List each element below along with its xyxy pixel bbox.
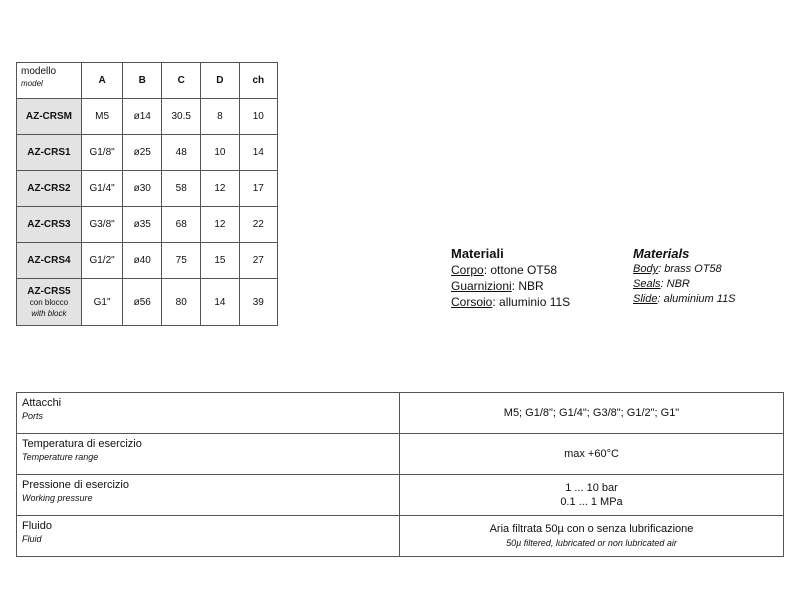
specs-label-en: Ports: [22, 411, 44, 421]
materials-item-label: Corpo: [451, 263, 484, 277]
cell-a: G1/4": [81, 171, 122, 207]
model-sub-label: con blocco: [29, 297, 69, 307]
table-row: [17, 207, 278, 243]
cell-b: ø56: [123, 279, 162, 326]
specs-value-line1: Aria filtrata 50µ con o senza lubrificazione: [489, 523, 694, 535]
specs-label: [17, 434, 400, 475]
materials-en-item: [633, 292, 736, 307]
specs-row-temperature: [17, 434, 784, 475]
materials-item-label: Seals: [633, 278, 661, 290]
cell-b: ø40: [123, 243, 162, 279]
cell-c: 58: [162, 171, 201, 207]
cell-a: G3/8": [81, 207, 122, 243]
header-col-d: D: [201, 63, 239, 99]
specs-row-ports: [17, 393, 784, 434]
table-row: [17, 279, 278, 326]
specs-label-it: Attacchi: [22, 397, 62, 409]
specs-value: [400, 475, 784, 516]
header-col-ch: ch: [239, 63, 277, 99]
materials-it: [451, 245, 570, 310]
cell-a: G1": [81, 279, 122, 326]
dimensions-header-row: [17, 63, 278, 99]
cell-c: 30.5: [162, 99, 201, 135]
materials-item-label: Corsoio: [451, 295, 493, 309]
specs-label-it: Pressione di esercizio: [22, 479, 129, 491]
header-model-label: modello: [21, 66, 57, 77]
specs-label: [17, 475, 400, 516]
materials-item-value: : brass OT58: [658, 263, 722, 275]
table-row: [17, 171, 278, 207]
specs-label-it: Fluido: [22, 520, 52, 532]
materials-item-label: Body: [633, 263, 659, 275]
materials-it-item: [451, 262, 570, 278]
cell-ch: 22: [239, 207, 277, 243]
cell-d: 10: [201, 135, 239, 171]
materials-it-item: [451, 278, 570, 294]
cell-ch: 17: [239, 171, 277, 207]
cell-ch: 10: [239, 99, 277, 135]
materials-it-title: Materiali: [451, 246, 504, 261]
cell-ch: 39: [239, 279, 277, 326]
cell-ch: 27: [239, 243, 277, 279]
specs-value: max +60°C: [400, 434, 784, 475]
specs-label: [17, 393, 400, 434]
table-row: [17, 243, 278, 279]
materials-item-value: : ottone OT58: [483, 263, 558, 277]
specs-value-line2-en: 50µ filtered, lubricated or non lubricated air: [506, 538, 677, 548]
specs-label-it: Temperatura di esercizio: [22, 438, 142, 450]
specs-value-line1: 1 ... 10 bar: [565, 482, 618, 494]
cell-d: 14: [201, 279, 239, 326]
cell-c: 68: [162, 207, 201, 243]
specs-value: M5; G1/8"; G1/4"; G3/8"; G1/2"; G1": [400, 393, 784, 434]
header-col-a: A: [81, 63, 122, 99]
materials-item-value: : alluminio 11S: [492, 295, 571, 309]
specs-row-pressure: [17, 475, 784, 516]
model-cell: AZ-CRSM: [17, 99, 82, 135]
dimensions-table: [16, 62, 278, 326]
specs-value: [400, 516, 784, 557]
model-sub-label-en: with block: [31, 308, 67, 318]
cell-b: ø25: [123, 135, 162, 171]
header-col-b: B: [123, 63, 162, 99]
specs-row-fluid: [17, 516, 784, 557]
cell-d: 12: [201, 171, 239, 207]
materials-item-label: Slide: [633, 293, 658, 305]
cell-b: ø35: [123, 207, 162, 243]
specs-label-en: Temperature range: [22, 452, 99, 462]
specs-label-en: Working pressure: [22, 493, 93, 503]
materials-en-item: [633, 262, 736, 277]
cell-a: G1/8": [81, 135, 122, 171]
cell-b: ø30: [123, 171, 162, 207]
materials-en: [633, 245, 736, 307]
table-row: [17, 135, 278, 171]
cell-c: 80: [162, 279, 201, 326]
materials-en-title: Materials: [633, 246, 690, 261]
cell-a: G1/2": [81, 243, 122, 279]
model-cell: AZ-CRS4: [17, 243, 82, 279]
cell-c: 48: [162, 135, 201, 171]
materials-item-value: : aluminium 11S: [657, 293, 736, 305]
specs-value-line2: 0.1 ... 1 MPa: [560, 496, 623, 508]
cell-d: 8: [201, 99, 239, 135]
header-col-c: C: [162, 63, 201, 99]
materials-en-item: [633, 277, 736, 292]
model-label: AZ-CRS5: [27, 285, 71, 297]
cell-d: 15: [201, 243, 239, 279]
cell-a: M5: [81, 99, 122, 135]
header-model: [17, 63, 82, 99]
model-cell: [17, 279, 82, 326]
materials-item-value: : NBR: [511, 279, 544, 293]
materials-item-value: : NBR: [660, 278, 690, 290]
cell-c: 75: [162, 243, 201, 279]
table-row: [17, 99, 278, 135]
model-cell: AZ-CRS2: [17, 171, 82, 207]
specs-table: [16, 392, 784, 557]
materials-item-label: Guarnizioni: [451, 279, 512, 293]
model-cell: AZ-CRS3: [17, 207, 82, 243]
header-model-label-en: model: [21, 79, 43, 88]
specs-label: [17, 516, 400, 557]
model-cell: AZ-CRS1: [17, 135, 82, 171]
specs-label-en: Fluid: [22, 534, 42, 544]
cell-b: ø14: [123, 99, 162, 135]
cell-d: 12: [201, 207, 239, 243]
cell-ch: 14: [239, 135, 277, 171]
materials-it-item: [451, 294, 570, 310]
